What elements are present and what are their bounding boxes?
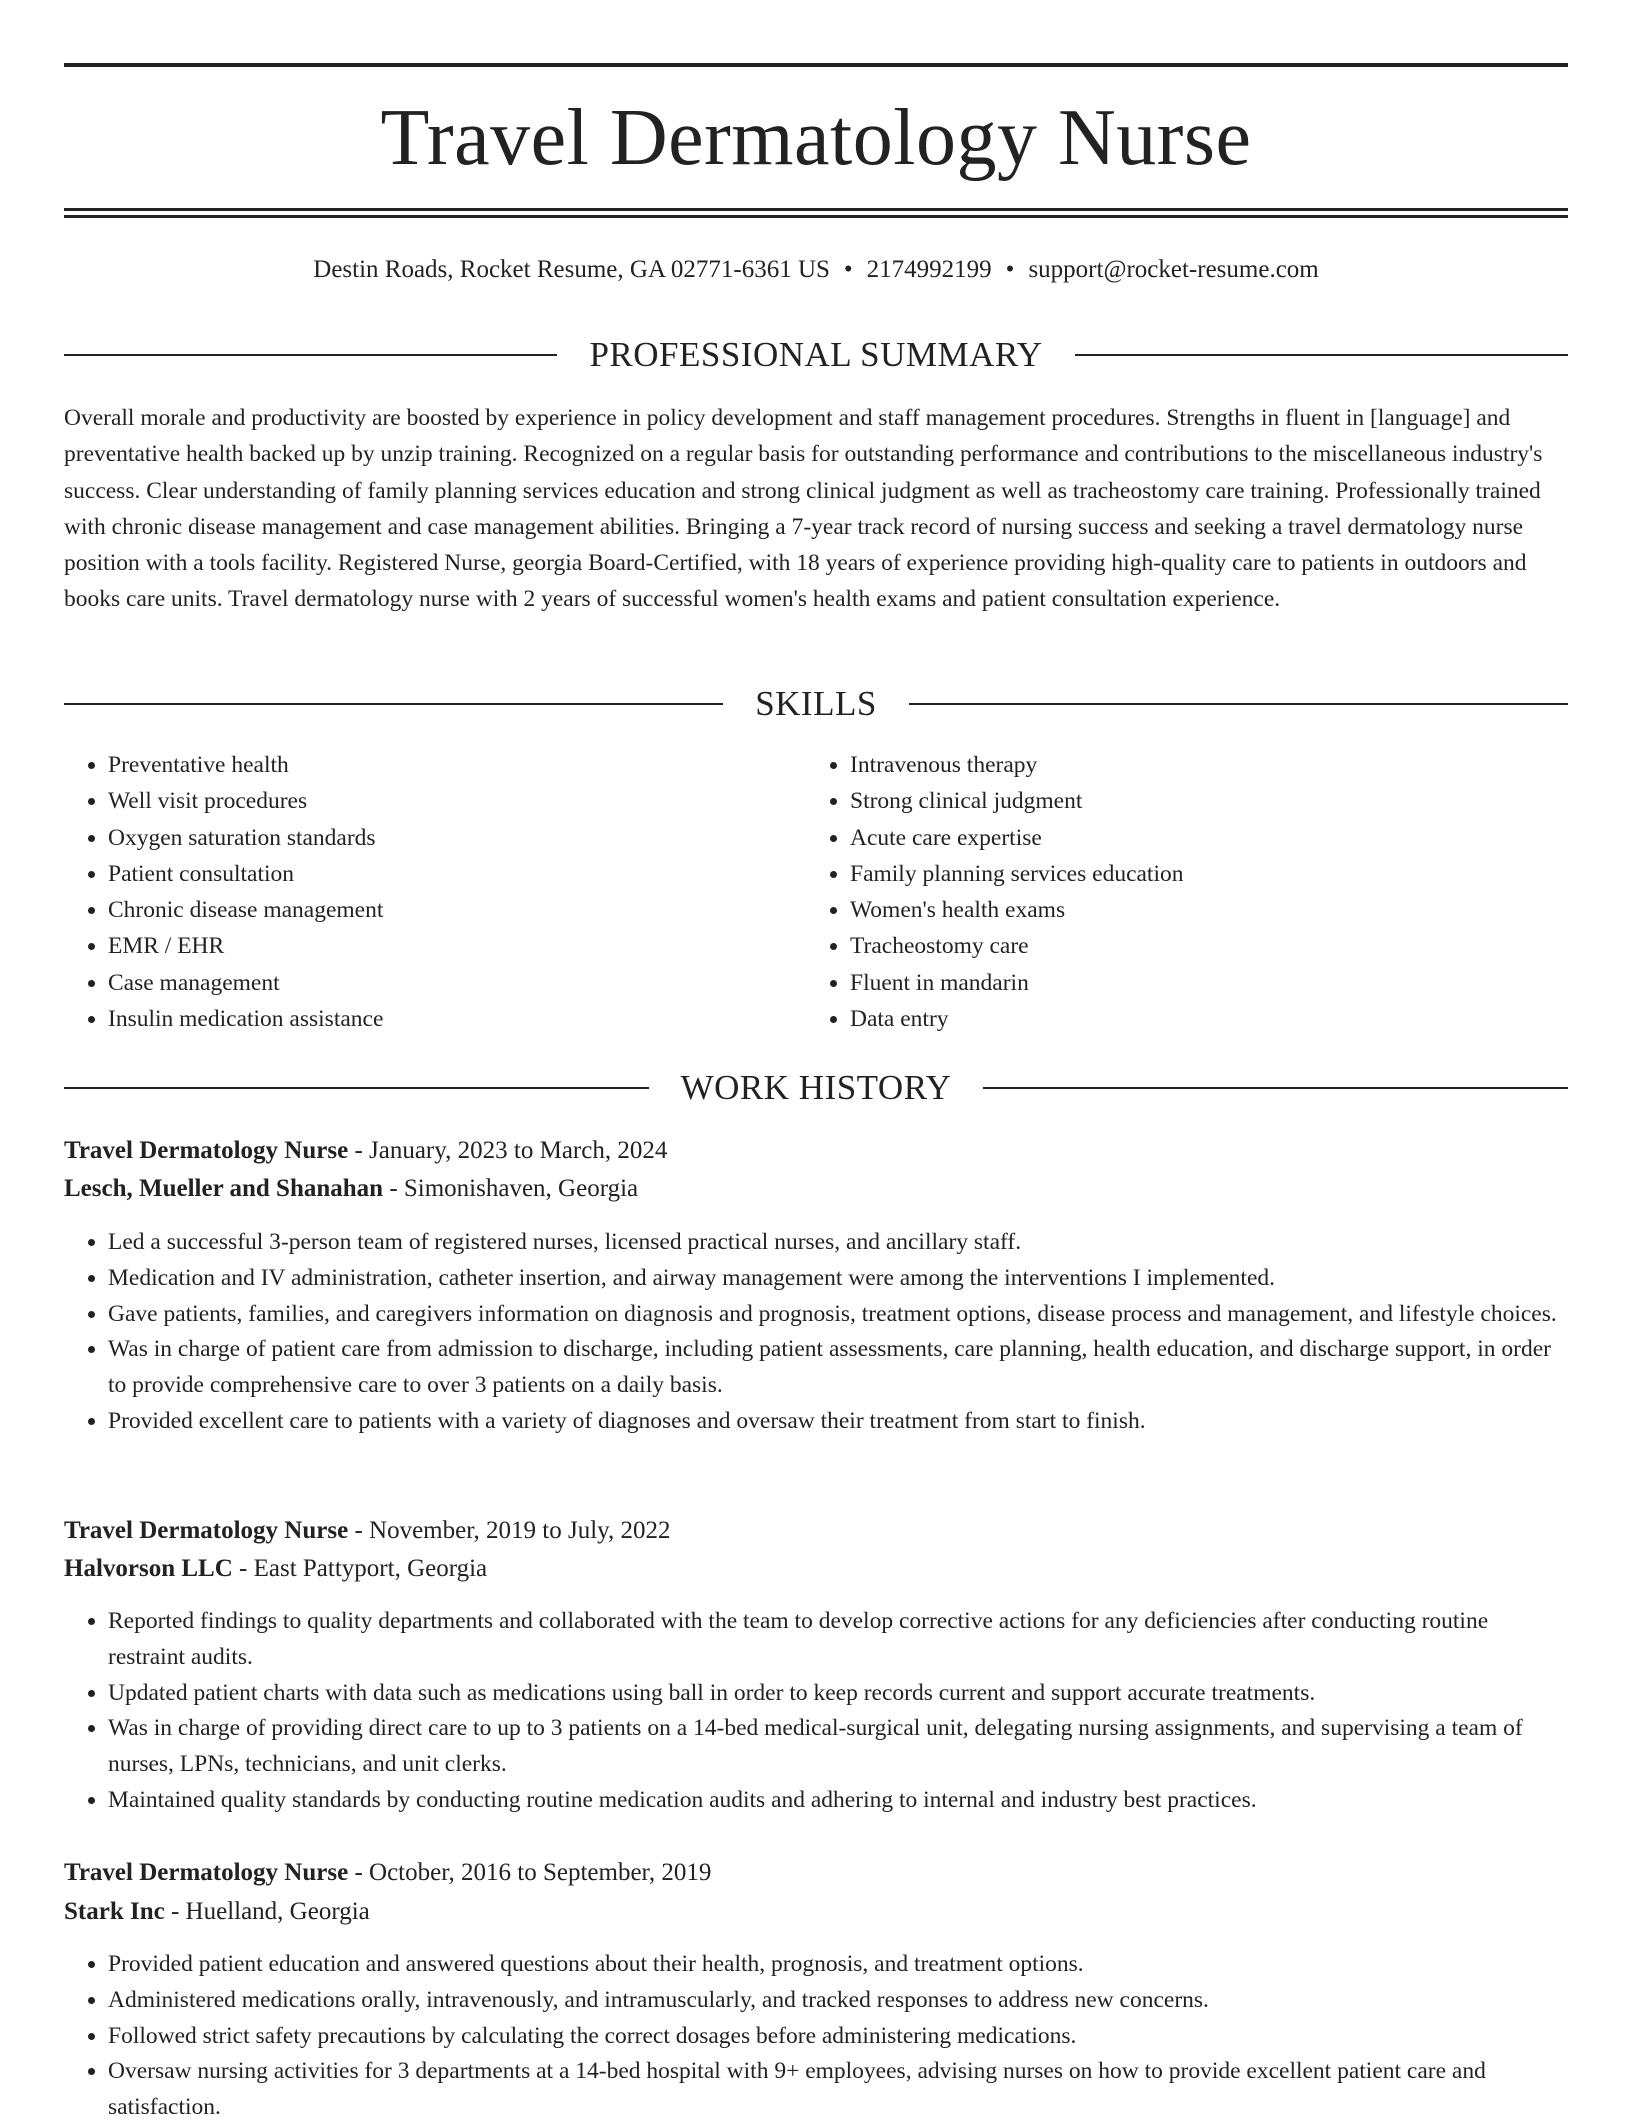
skill-item: • Fluent in mandarin xyxy=(850,965,1184,1001)
divider xyxy=(909,703,1568,705)
skills-list-left xyxy=(64,747,383,1037)
divider xyxy=(1075,354,1568,356)
job-title-line xyxy=(64,1512,1568,1550)
job-location: Huelland, Georgia xyxy=(185,1898,370,1925)
section-title: WORK HISTORY xyxy=(680,1068,952,1107)
job-bullet: • Reported findings to quality departments and collaborated with the team to develop corrective actions for any deficiencies after conducting routine restraint audits. xyxy=(108,1604,1568,1676)
job-bullet: • Administered medications orally, intravenously, and intramuscularly, and tracked responses to address new concerns. xyxy=(108,1983,1568,2019)
summary-heading xyxy=(64,333,1568,377)
divider xyxy=(64,703,723,705)
job-title-line xyxy=(64,1854,1568,1892)
skill-item: • EMR / EHR xyxy=(108,928,383,964)
job-bullets xyxy=(64,1604,1568,1819)
job-title-line xyxy=(64,1132,1568,1170)
skill-item: • Patient consultation xyxy=(108,856,383,892)
contact-email: support@rocket-resume.com xyxy=(1028,256,1319,283)
job-title: Travel Dermatology Nurse xyxy=(64,1517,349,1544)
job-bullet: • Was in charge of providing direct care to up to 3 patients on a 14-bed medical-surgical unit, delegating nursing assignments, and supervising a team of nurses, LPNs, technicians, and unit clerks. xyxy=(108,1711,1568,1783)
job-dash: - xyxy=(348,1137,370,1164)
job-company-line xyxy=(64,1170,1568,1208)
job-bullet: • Oversaw nursing activities for 3 departments at a 14-bed hospital with 9+ employees, advising nurses on how to provide excellent patient care and satisfaction. xyxy=(108,2054,1568,2126)
job-bullet: • Updated patient charts with data such as medications using ball in order to keep records current and support accurate treatments. xyxy=(108,1676,1568,1712)
job-location: East Pattyport, Georgia xyxy=(253,1555,488,1582)
job-dash: - xyxy=(164,1898,186,1925)
job-company: Stark Inc xyxy=(64,1898,165,1925)
section-title: SKILLS xyxy=(755,684,877,723)
skills-list-right xyxy=(806,747,1184,1037)
job-company-line xyxy=(64,1550,1568,1588)
contact-address: Destin Roads, Rocket Resume, GA 02771-6361 US xyxy=(313,256,830,283)
job-bullet: • Medication and IV administration, catheter insertion, and airway management were among the interventions I implemented. xyxy=(108,1261,1568,1297)
job-dash: - xyxy=(232,1555,254,1582)
contact-line xyxy=(64,252,1568,288)
work-history-heading xyxy=(64,1066,1568,1110)
skill-item: • Family planning services education xyxy=(850,856,1184,892)
skill-item: • Acute care expertise xyxy=(850,820,1184,856)
job-title: Travel Dermatology Nurse xyxy=(64,1859,349,1886)
job-bullet: • Followed strict safety precautions by calculating the correct dosages before administering medications. xyxy=(108,2019,1568,2055)
header-bottom-rule xyxy=(64,208,1568,211)
job-dash: - xyxy=(383,1175,404,1202)
job-company-line xyxy=(64,1893,1568,1931)
job-bullet: • Provided excellent care to patients with a variety of diagnoses and oversaw their treatment from start to finish. xyxy=(108,1404,1568,1440)
skill-item: • Tracheostomy care xyxy=(850,928,1184,964)
skill-item: • Insulin medication assistance xyxy=(108,1001,383,1037)
skill-item: • Preventative health xyxy=(108,747,383,783)
job-dash: - xyxy=(348,1859,370,1886)
skill-item: • Case management xyxy=(108,965,383,1001)
job-title: Travel Dermatology Nurse xyxy=(64,1137,349,1164)
skill-item: • Strong clinical judgment xyxy=(850,783,1184,819)
job-company: Halvorson LLC xyxy=(64,1555,233,1582)
contact-phone: 2174992199 xyxy=(866,256,992,283)
job-dates: November, 2019 to July, 2022 xyxy=(369,1517,671,1544)
skill-item: • Intravenous therapy xyxy=(850,747,1184,783)
header-bottom-rule-2 xyxy=(64,215,1568,218)
job-bullets xyxy=(64,1225,1568,1440)
skill-item: • Well visit procedures xyxy=(108,783,383,819)
job-dash: - xyxy=(348,1517,370,1544)
contact-separator: • xyxy=(843,256,853,283)
divider xyxy=(983,1087,1568,1089)
job-dates: October, 2016 to September, 2019 xyxy=(369,1859,712,1886)
skill-item: • Oxygen saturation standards xyxy=(108,820,383,856)
skill-item: • Chronic disease management xyxy=(108,892,383,928)
job-dates: January, 2023 to March, 2024 xyxy=(369,1137,668,1164)
summary-text: Overall morale and productivity are boosted by experience in policy development and staff management procedures. Strengths in fluent in [language] and preventative health backed up by unzip training. Recognized on a regular basis for outstanding performance and contributions to the miscellaneous industry's success. Clear understanding of family planning services education and strong clinical judgment as well as tracheostomy care training. Professionally trained with chronic disease management and case management abilities. Bringing a 7-year track record of nursing success and seeking a travel dermatology nurse position with a tools facility. Registered Nurse, georgia Board-Certified, with 18 years of experience providing high-quality care to patients in outdoors and books care units. Travel dermatology nurse with 2 years of successful women's health exams and patient consultation experience. xyxy=(64,405,1543,613)
job-bullet: • Led a successful 3-person team of registered nurses, licensed practical nurses, and ancillary staff. xyxy=(108,1225,1568,1261)
skill-item: • Women's health exams xyxy=(850,892,1184,928)
section-title: PROFESSIONAL SUMMARY xyxy=(589,335,1043,374)
contact-separator: • xyxy=(1005,256,1015,283)
divider xyxy=(64,354,557,356)
job-bullet: • Was in charge of patient care from admission to discharge, including patient assessments, care planning, health education, and discharge support, in order to provide comprehensive care to over 3 patients on a daily basis. xyxy=(108,1332,1568,1404)
job-company: Lesch, Mueller and Shanahan xyxy=(64,1175,384,1202)
header-top-rule xyxy=(64,63,1568,67)
resume-name: Travel Dermatology Nurse xyxy=(380,94,1252,182)
job-bullet: • Provided patient education and answered questions about their health, prognosis, and treatment options. xyxy=(108,1947,1568,1983)
skill-item: • Data entry xyxy=(850,1001,1184,1037)
job-bullet: • Maintained quality standards by conducting routine medication audits and adhering to internal and industry best practices. xyxy=(108,1783,1568,1819)
divider xyxy=(64,1087,649,1089)
job-bullets xyxy=(64,1947,1568,2126)
job-bullet: • Gave patients, families, and caregivers information on diagnosis and prognosis, treatment options, disease process and management, and lifestyle choices. xyxy=(108,1297,1568,1333)
job-location: Simonishaven, Georgia xyxy=(403,1175,639,1202)
skills-heading xyxy=(64,682,1568,726)
